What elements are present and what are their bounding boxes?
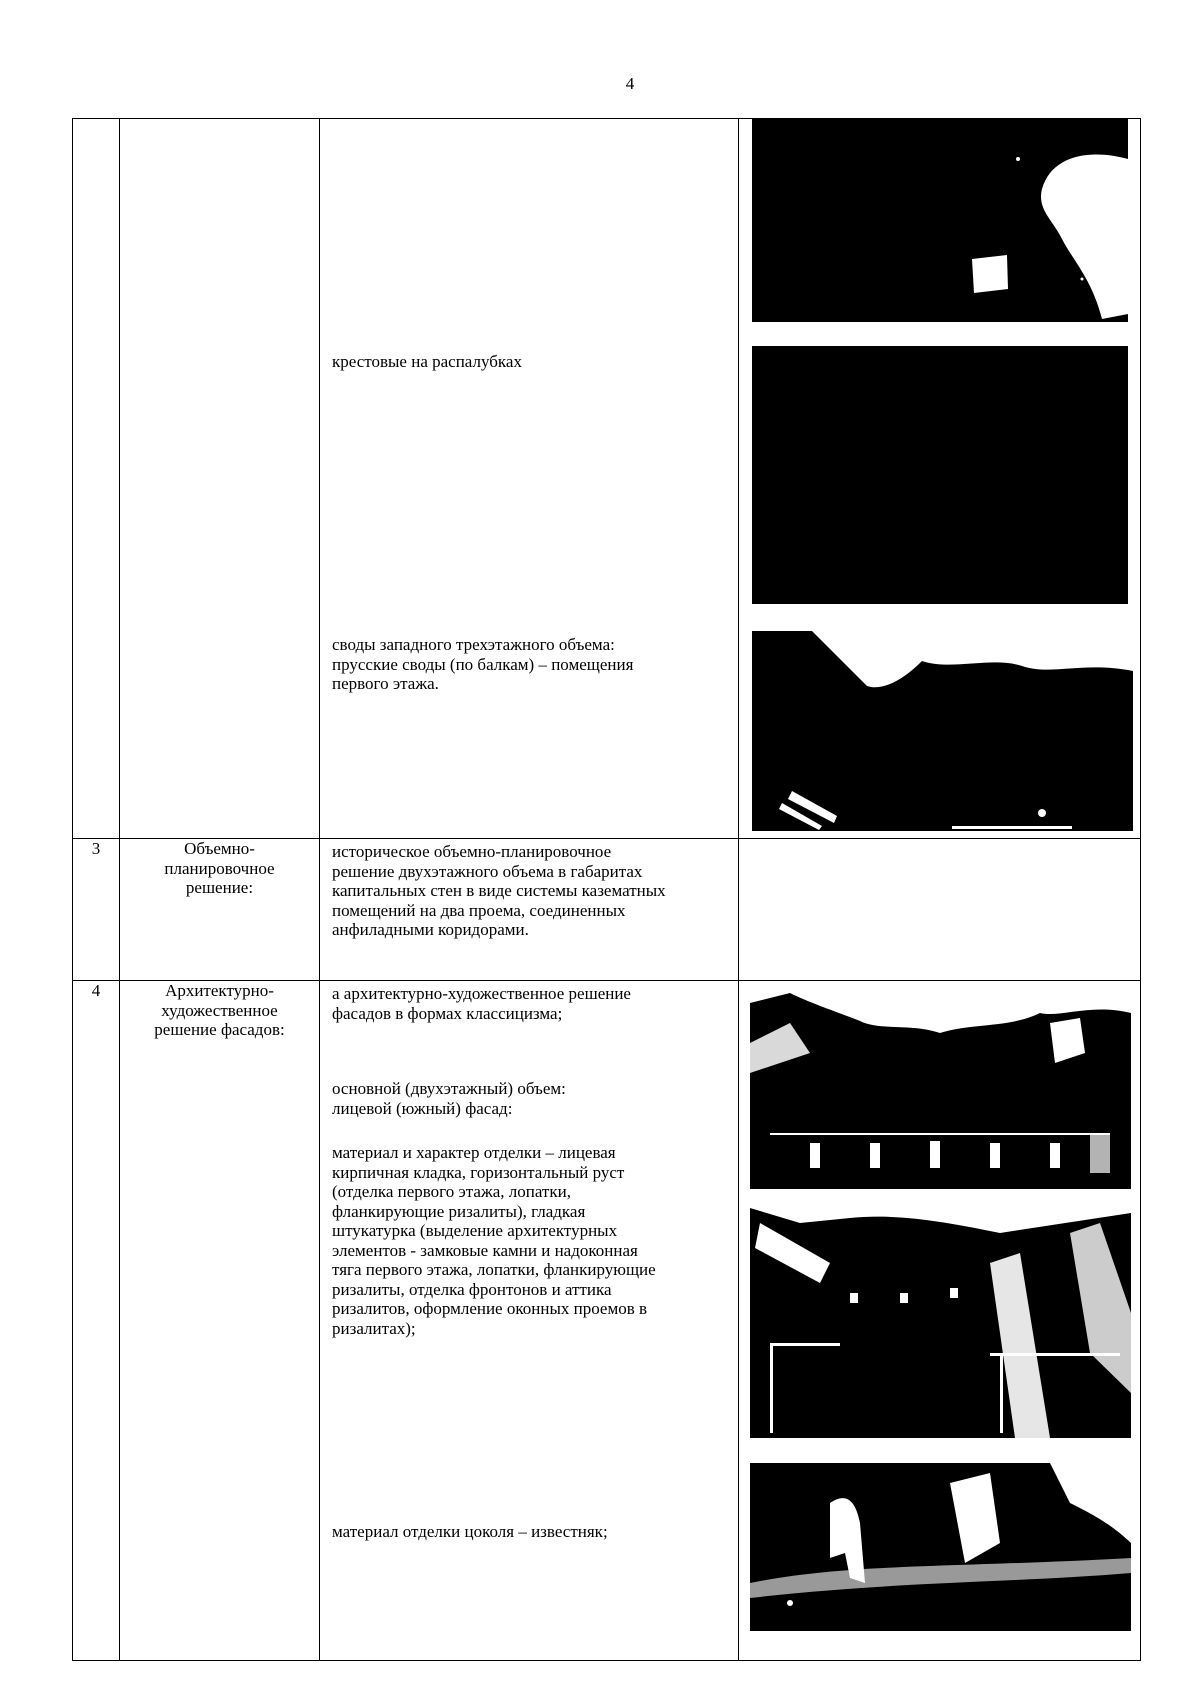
vault-photo-1: [752, 119, 1128, 322]
heritage-table: [72, 118, 1141, 1661]
row-photos: [739, 839, 1141, 981]
text-main-volume: основной (двухэтажный) объем: лицевой (южный) фасад:: [332, 1079, 566, 1118]
text-prussian-vaults: своды западного трехэтажного объема: прусские своды (по балкам) – помещения первого этажа.: [332, 635, 634, 693]
row-description: [320, 119, 739, 839]
page-number: 4: [625, 74, 635, 93]
row-label: Объемно- планировочное решение:: [120, 839, 320, 981]
plinth-photo: [750, 1463, 1131, 1631]
facade-photo-2: [750, 1193, 1131, 1438]
text-facade-style: а архитектурно-художественное решение фасадов в формах классицизма;: [332, 984, 631, 1023]
row-number: [73, 119, 120, 839]
row-photos: [739, 981, 1141, 1661]
row-number: 3: [73, 839, 120, 981]
text-cross-vaults: крестовые на распалубках: [332, 352, 522, 371]
vault-photo-2: [752, 346, 1128, 604]
text-facade-materials: материал и характер отделки – лицевая кирпичная кладка, горизонтальный руст (отделка первого этажа, лопатки, фланкирующие ризалиты), гладкая штукатурка (выделение архитектурных элементов - замковые камни и надоконная тяга первого этажа, лопатки, фланкирующие ризалиты, отделка фронтонов и аттика ризалитов, оформление оконных проемов в ризалитах);: [332, 1143, 656, 1338]
row-label: Архитектурно- художественное решение фасадов:: [120, 981, 320, 1661]
facade-photo-1: [750, 983, 1131, 1189]
row-photos: [739, 119, 1141, 839]
table-row: [73, 981, 1141, 1661]
text-plinth-material: материал отделки цоколя – известняк;: [332, 1522, 608, 1541]
row-description: [320, 981, 739, 1661]
table-row: [73, 839, 1141, 981]
row-label: [120, 119, 320, 839]
vault-photo-3: [752, 631, 1133, 831]
table-row: [73, 119, 1141, 839]
row-number: 4: [73, 981, 120, 1661]
text-volume-planning: историческое объемно-планировочное решение двухэтажного объема в габаритах капитальных стен в виде системы казематных помещений на два проема, соединенных анфиладными коридорами.: [332, 842, 666, 939]
row-description: [320, 839, 739, 981]
